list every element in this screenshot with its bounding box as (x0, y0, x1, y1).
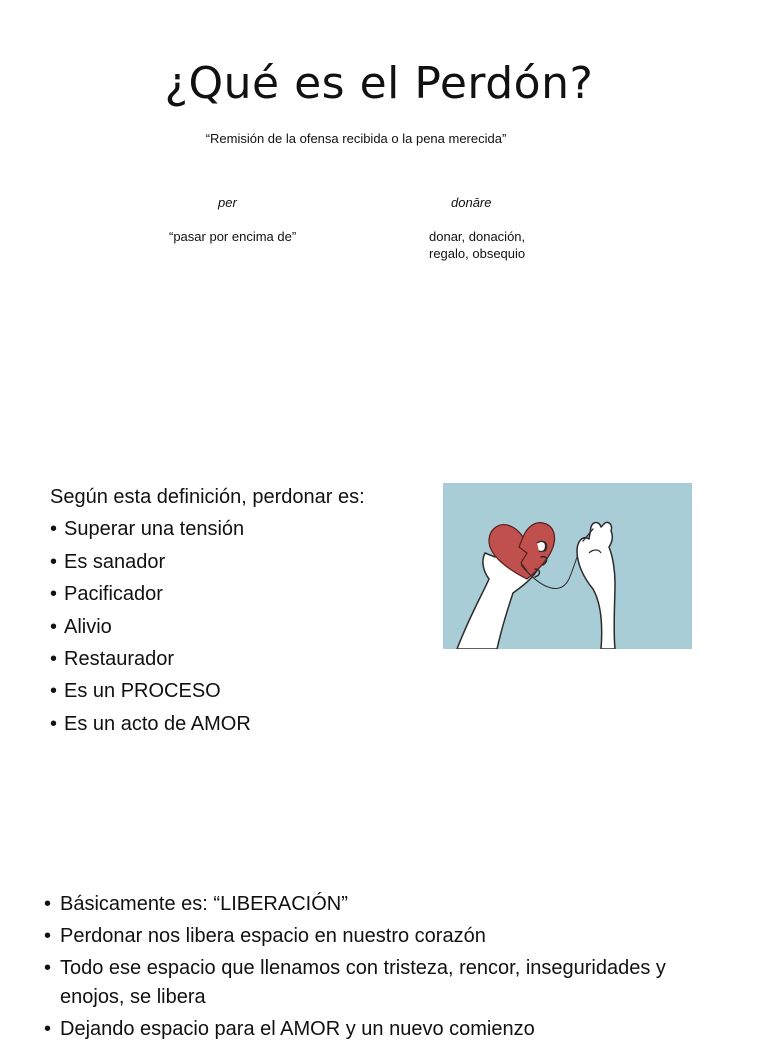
list-item: • Es sanador (50, 546, 430, 578)
list-item: • Alivio (50, 611, 430, 643)
forgiveness-bullet-list (50, 513, 430, 740)
definition-quote: “Remisión de la ofensa recibida o la pena merecida” (205, 131, 507, 146)
list-item: • Todo ese espacio que llenamos con tristeza, rencor, inseguridades y enojos, se libera (44, 954, 724, 1012)
list-item: • Básicamente es: “LIBERACIÓN” (44, 890, 724, 919)
list-item: • Es un acto de AMOR (50, 708, 430, 740)
list-item: • Restaurador (50, 643, 430, 675)
list-item: • Dejando espacio para el AMOR y un nuevo comienzo (44, 1015, 724, 1044)
etymology-donare-word: donāre (451, 195, 492, 210)
hands-mending-heart-illustration (443, 483, 692, 649)
list-intro: Según esta definición, perdonar es: (50, 486, 365, 508)
list-item: • Pacificador (50, 578, 430, 610)
forgiveness-list-section (50, 481, 430, 740)
etymology-per-word: per (218, 195, 237, 210)
list-item: • Es un PROCESO (50, 675, 430, 707)
etymology-per-meaning: “pasar por encima de” (169, 229, 297, 244)
list-item: • Superar una tensión (50, 513, 430, 545)
page-title: ¿Qué es el Perdón? (164, 58, 594, 109)
liberation-section (44, 890, 724, 1047)
list-item: • Perdonar nos libera espacio en nuestro corazón (44, 922, 724, 951)
liberation-bullet-list (44, 890, 724, 1044)
etymology-donare-meaning: donar, donación, regalo, obsequio (429, 229, 526, 261)
